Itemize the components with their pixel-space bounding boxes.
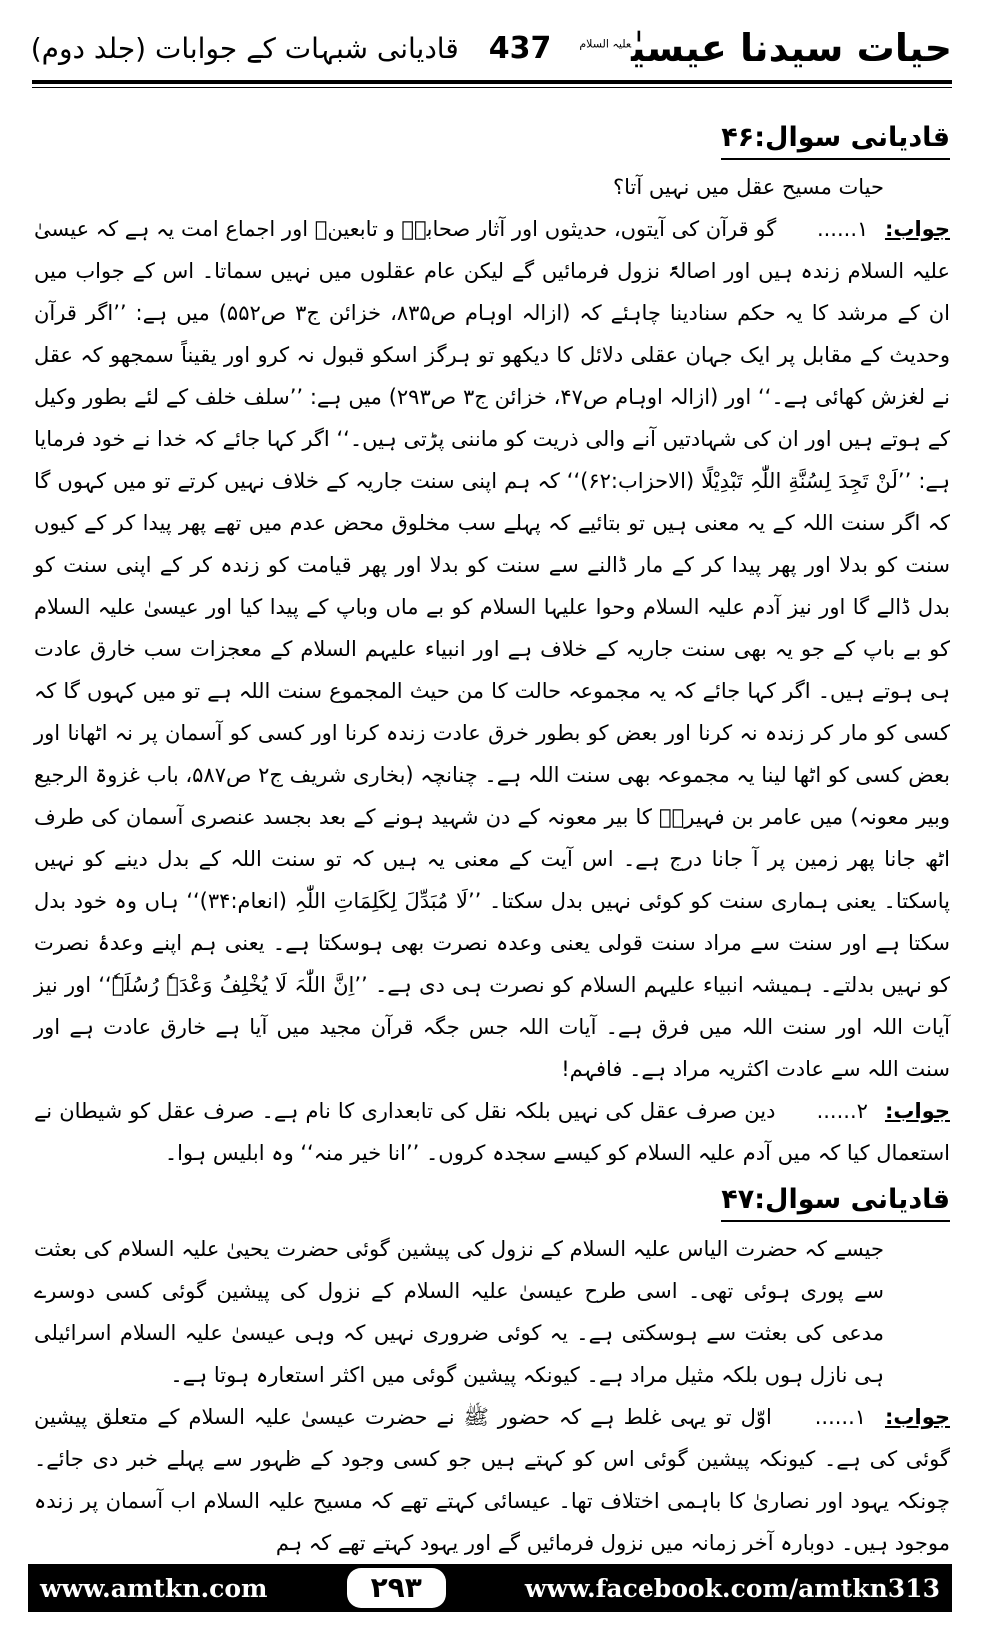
honorific: علیہ السلام [579,37,632,51]
header-rule-thin [32,87,952,88]
question-heading-46: قادیانی سوال:۴۶ [721,118,950,160]
page-number: 437 [488,30,552,66]
page-body [34,112,951,1555]
question-heading-47: قادیانی سوال:۴۷ [721,1180,950,1222]
answer-label: جواب: [884,1099,950,1123]
answer-number: ۲...... [816,1099,868,1123]
facebook-link[interactable]: www.facebook.com/amtkn313 [524,1573,940,1603]
answer-number: ۱...... [814,1405,867,1429]
book-subtitle: قادیانی شبہات کے جوابات (جلد دوم) [30,31,459,65]
section-46 [34,112,950,1174]
section-47 [34,1174,950,1564]
header-rule-thick [32,80,952,84]
website-link[interactable]: www.amtkn.com [40,1573,268,1603]
running-header [32,20,952,76]
book-title: حیات سیدنا عیسیٰ$^{علیہ السلام}$ [579,26,952,70]
question-text-46: حیات مسیح عقل میں نہیں آتا؟ [612,175,884,199]
answer-46-2 [34,1090,950,1174]
question-text-47: جیسے کہ حضرت الیاس علیہ السلام کے نزول کی پیشین گوئی حضرت یحییٰ علیہ السلام کی بعثت سے پوری ہوئی تھی۔ اسی طرح عیسیٰ علیہ السلام کے نزول کی پیشین گوئی کسی دوسرے مدعی کی بعثت سے ہوسکتی ہے۔ یہ کوئی ضروری نہیں کہ وہی عیسیٰ علیہ السلام اسرائیلی ہی نازل ہوں بلکہ مثیل مراد ہے۔ کیونکہ پیشین گوئی میں اکثر استعارہ ہوتا ہے۔ [34,1237,884,1387]
answer-text: دین صرف عقل کی نہیں بلکہ نقل کی تابعداری کا نام ہے۔ صرف عقل کو شیطان نے استعمال کیا کہ میں آدم علیہ السلام کو کیسے سجدہ کروں۔ ’’انا خیر منہ‘‘ وہ ابلیس ہوا۔ [34,1099,950,1165]
answer-label: جواب: [884,217,950,241]
answer-label: جواب: [885,1405,950,1429]
answer-47-1 [34,1396,950,1564]
answer-46-1 [34,208,950,1090]
answer-number: ۱...... [816,217,869,241]
page-footer [28,1564,952,1612]
answer-text: اوّل تو یہی غلط ہے کہ حضور ﷺ نے حضرت عیسیٰ علیہ السلام کے متعلق پیشین گوئی کی ہے۔ کیونکہ پیشین گوئی اس کو کہتے ہیں جو کسی وجود کے ظہور سے پہلے خبر دی جائے۔ چونکہ یہود اور نصاریٰ کا باہمی اختلاف تھا۔ عیسائی کہتے تھے کہ مسیح علیہ السلام اب آسمان پر زندہ موجود ہیں۔ دوبارہ آخر زمانہ میں نزول فرمائیں گے اور یہود کہتے تھے کہ ہم [34,1405,950,1555]
folio-number: ۲۹۳ [347,1568,446,1608]
answer-text: گو قرآن کی آیتوں، حدیثوں اور آثار صحابہؓ و تابعینؒ اور اجماع امت یہ ہے کہ عیسیٰ علیہ السلام زندہ ہیں اور اصالۃً نزول فرمائیں گے لیکن عام عقلوں میں نہیں سماتا۔ اس کے جواب میں ان کے مرشد کا یہ حکم سنادینا چاہئے کہ (ازالہ اوہام ص۸۳۵، خزائن ج۳ ص۵۵۲) میں ہے: ’’اگر قرآن وحدیث کے مقابل پر ایک جہان عقلی دلائل کا دیکھو تو ہرگز اسکو قبول نہ کرو اور یقیناً سمجھو کہ عقل نے لغزش کھائی ہے۔‘‘ اور (ازالہ اوہام ص۴۷، خزائن ج۳ ص۲۹۳) میں ہے: ’’سلف خلف کے لئے بطور وکیل کے ہوتے ہیں اور ان کی شہادتیں آنے والی ذریت کو ماننی پڑتی ہیں۔‘‘ اگر کہا جائے کہ خدا نے خود فرمایا ہے: ’’لَنْ تَجِدَ لِسُنَّةِ اللّٰہِ تَبْدِیْلًا (الاحزاب:۶۲)‘‘ کہ ہم اپنی سنت جاریہ کے خلاف نہیں کرتے تو میں کہوں گا کہ اگر سنت اللہ کے یہ معنی ہیں تو بتائیے کہ پہلے سب مخلوق محض عدم میں تھے پھر پیدا کر کے کیوں سنت کو بدلا اور پھر پیدا کر کے مار ڈالنے سے سنت کو بدلا اور پھر قیامت کو زندہ کر کے اپنی سنت کو بدل ڈالے گا اور نیز آدم علیہ السلام وحوا علیہا السلام کو بے ماں وباپ کے پیدا کیا اور عیسیٰ علیہ السلام کو بے باپ کے جو یہ بھی سنت جاریہ کے خلاف ہے اور انبیاء علیہم السلام کے معجزات سب خارق عادت ہی ہوتے ہیں۔ اگر کہا جائے کہ یہ مجموعہ حالت کا من حیث المجموع سنت اللہ ہے تو میں کہوں گا کہ کسی کو مار کر زندہ نہ کرنا اور بعض کو بطور خرق عادت زندہ کرنا اور کسی کو آسمان پر نہ اٹھانا اور بعض کسی کو اٹھا لینا یہ مجموعہ بھی سنت اللہ ہے۔ چنانچہ (بخاری شریف ج۲ ص۵۸۷، باب غزوۃ الرجیع وبیر معونہ) میں عامر بن فہیرہؓ کا بیر معونہ کے دن شہید ہونے کے بعد بجسد عنصری آسمان کی طرف اٹھ جانا پھر زمین پر آ جانا درج ہے۔ اس آیت کے معنی یہ ہیں کہ تو سنت اللہ کے بدل دینے کو نہیں پاسکتا۔ یعنی ہماری سنت کو کوئی نہیں بدل سکتا۔ ’’لَا مُبَدِّلَ لِکَلِمَاتِ اللّٰہِ (انعام:۳۴)‘‘ ہاں وہ خود بدل سکتا ہے اور سنت سے مراد سنت قولی یعنی وعدہ نصرت بھی ہوسکتا ہے۔ یعنی ہم اپنے وعدۂ نصرت کو نہیں بدلتے۔ ہمیشہ انبیاء علیہم السلام کو نصرت ہی دی ہے۔ ’’اِنَّ اللّٰہَ لَا یُخْلِفُ وَعْدَہٗ رُسُلَہٗ‘‘ اور نیز آیات اللہ اور سنت اللہ میں فرق ہے۔ آیات اللہ جس جگہ قرآن مجید میں آیا ہے خارق عادت ہے اور سنت اللہ سے عادت اکثریہ مراد ہے۔ فافہم! [34,217,951,1081]
